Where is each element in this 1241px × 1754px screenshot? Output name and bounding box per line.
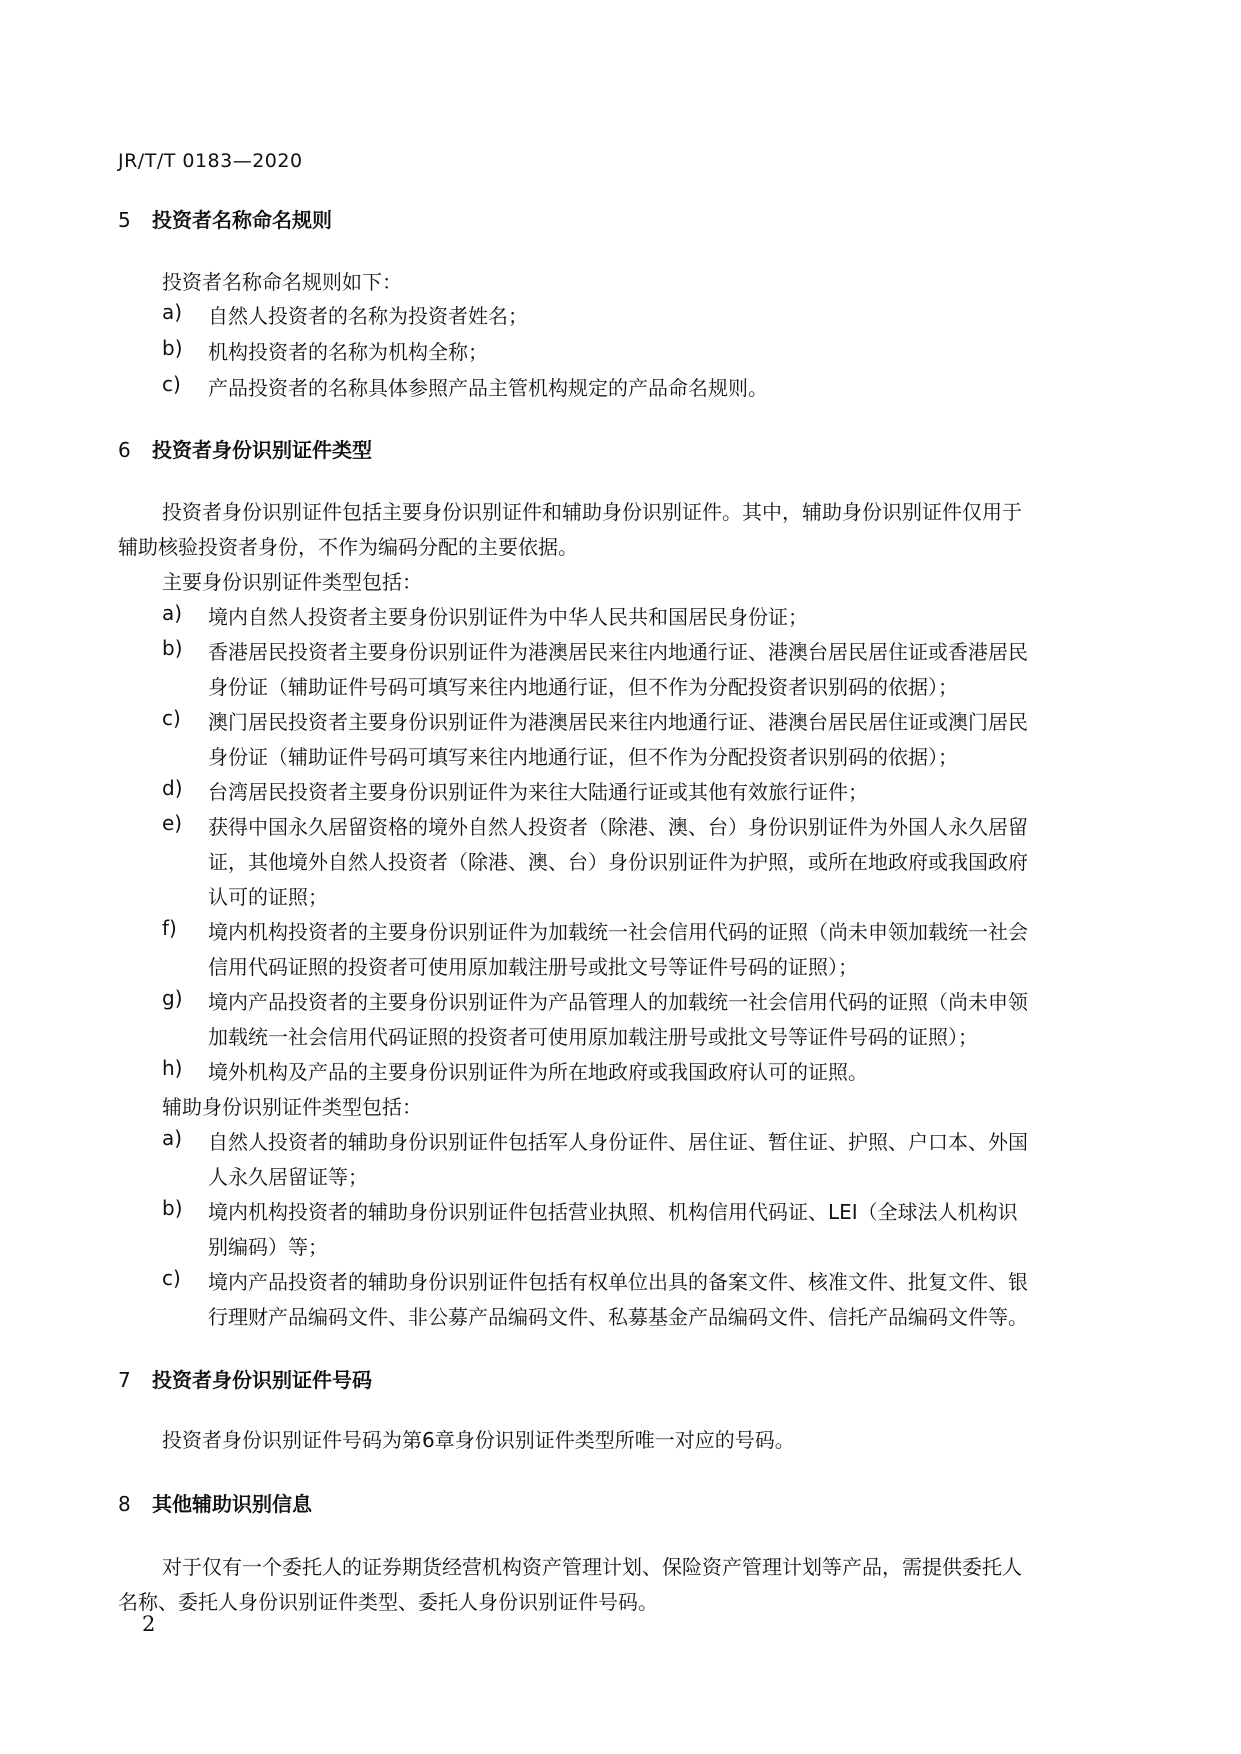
- section-title: 其他辅助识别信息: [152, 1492, 312, 1516]
- list-item-line: 身份证（辅助证件号码可填写来往内地通行证，但不作为分配投资者识别码的依据）；: [208, 745, 958, 769]
- list-item-line: 自然人投资者的辅助身份识别证件包括军人身份证件、居住证、暂住证、护照、户口本、外国: [208, 1130, 1028, 1154]
- list-item-line: 人永久居留证等；: [208, 1165, 368, 1189]
- list-marker: a): [162, 601, 183, 625]
- list-marker: g): [162, 986, 183, 1010]
- list-item-line: 别编码）等；: [208, 1235, 328, 1259]
- section-6-heading: [118, 434, 372, 463]
- list-item-line: 加载统一社会信用代码证照的投资者可使用原加载注册号或批文号等证件号码的证照）；: [208, 1025, 978, 1049]
- list-item-line: 证，其他境外自然人投资者（除港、澳、台）身份识别证件为护照，或所在地政府或我国政府: [208, 850, 1028, 874]
- list-item-line: 境内自然人投资者主要身份识别证件为中华人民共和国居民身份证；: [208, 605, 808, 629]
- section-title: 投资者名称命名规则: [152, 208, 332, 232]
- document-code: JR/T/T 0183—2020: [118, 150, 303, 172]
- list-item-line: 境内机构投资者的辅助身份识别证件包括营业执照、机构信用代码证、LEI（全球法人机构识: [208, 1200, 1018, 1224]
- list-item-line: 行理财产品编码文件、非公募产品编码文件、私募基金产品编码文件、信托产品编码文件等。: [208, 1305, 1028, 1329]
- paragraph-line: 名称、委托人身份识别证件类型、委托人身份识别证件号码。: [118, 1590, 658, 1614]
- list-item: 自然人投资者的名称为投资者姓名；: [208, 304, 528, 328]
- section-number: 8: [118, 1492, 131, 1516]
- list-marker: e): [162, 811, 183, 835]
- paragraph-line: 投资者身份识别证件包括主要身份识别证件和辅助身份识别证件。其中，辅助身份识别证件仅用于: [162, 500, 1022, 524]
- list-marker: b): [162, 1196, 183, 1220]
- list-marker: b): [162, 636, 183, 660]
- section-5-heading: [118, 204, 332, 233]
- list-marker: h): [162, 1056, 183, 1080]
- list-marker: f): [162, 916, 177, 940]
- section-number: 6: [118, 438, 131, 462]
- list-item-line: 获得中国永久居留资格的境外自然人投资者（除港、澳、台）身份识别证件为外国人永久居留: [208, 815, 1028, 839]
- list-marker: b): [162, 336, 183, 360]
- list-marker: c): [162, 1266, 181, 1290]
- list-item-line: 境内机构投资者的主要身份识别证件为加载统一社会信用代码的证照（尚未申领加载统一社会: [208, 920, 1028, 944]
- list-item-line: 信用代码证照的投资者可使用原加载注册号或批文号等证件号码的证照）；: [208, 955, 858, 979]
- list-item: 产品投资者的名称具体参照产品主管机构规定的产品命名规则。: [208, 376, 768, 400]
- list-item-line: 香港居民投资者主要身份识别证件为港澳居民来往内地通行证、港澳台居民居住证或香港居民: [208, 640, 1028, 664]
- list-marker: a): [162, 1126, 183, 1150]
- list-item-line: 境内产品投资者的主要身份识别证件为产品管理人的加载统一社会信用代码的证照（尚未申领: [208, 990, 1028, 1014]
- paragraph-line: 辅助核验投资者身份，不作为编码分配的主要依据。: [118, 535, 578, 559]
- section-title: 投资者身份识别证件类型: [152, 438, 372, 462]
- list-marker: a): [162, 300, 183, 324]
- section-number: 7: [118, 1368, 131, 1392]
- page-number: 2: [142, 1612, 156, 1636]
- paragraph: 主要身份识别证件类型包括：: [162, 570, 422, 594]
- list-item-line: 澳门居民投资者主要身份识别证件为港澳居民来往内地通行证、港澳台居民居住证或澳门居民: [208, 710, 1028, 734]
- paragraph-line: 对于仅有一个委托人的证券期货经营机构资产管理计划、保险资产管理计划等产品，需提供委托人: [162, 1555, 1022, 1579]
- section-8-heading: [118, 1488, 312, 1517]
- list-item-line: 境内产品投资者的辅助身份识别证件包括有权单位出具的备案文件、核准文件、批复文件、银: [208, 1270, 1028, 1294]
- section-7-heading: [118, 1364, 372, 1393]
- paragraph: 投资者名称命名规则如下：: [162, 270, 402, 294]
- list-marker: d): [162, 776, 183, 800]
- paragraph: 辅助身份识别证件类型包括：: [162, 1095, 422, 1119]
- list-item-line: 台湾居民投资者主要身份识别证件为来往大陆通行证或其他有效旅行证件；: [208, 780, 868, 804]
- section-title: 投资者身份识别证件号码: [152, 1368, 372, 1392]
- list-marker: c): [162, 706, 181, 730]
- list-item-line: 认可的证照；: [208, 885, 328, 909]
- paragraph: 投资者身份识别证件号码为第6章身份识别证件类型所唯一对应的号码。: [162, 1428, 795, 1452]
- list-item-line: 身份证（辅助证件号码可填写来往内地通行证，但不作为分配投资者识别码的依据）；: [208, 675, 958, 699]
- list-item-line: 境外机构及产品的主要身份识别证件为所在地政府或我国政府认可的证照。: [208, 1060, 868, 1084]
- list-marker: c): [162, 372, 181, 396]
- list-item: 机构投资者的名称为机构全称；: [208, 340, 488, 364]
- section-number: 5: [118, 208, 131, 232]
